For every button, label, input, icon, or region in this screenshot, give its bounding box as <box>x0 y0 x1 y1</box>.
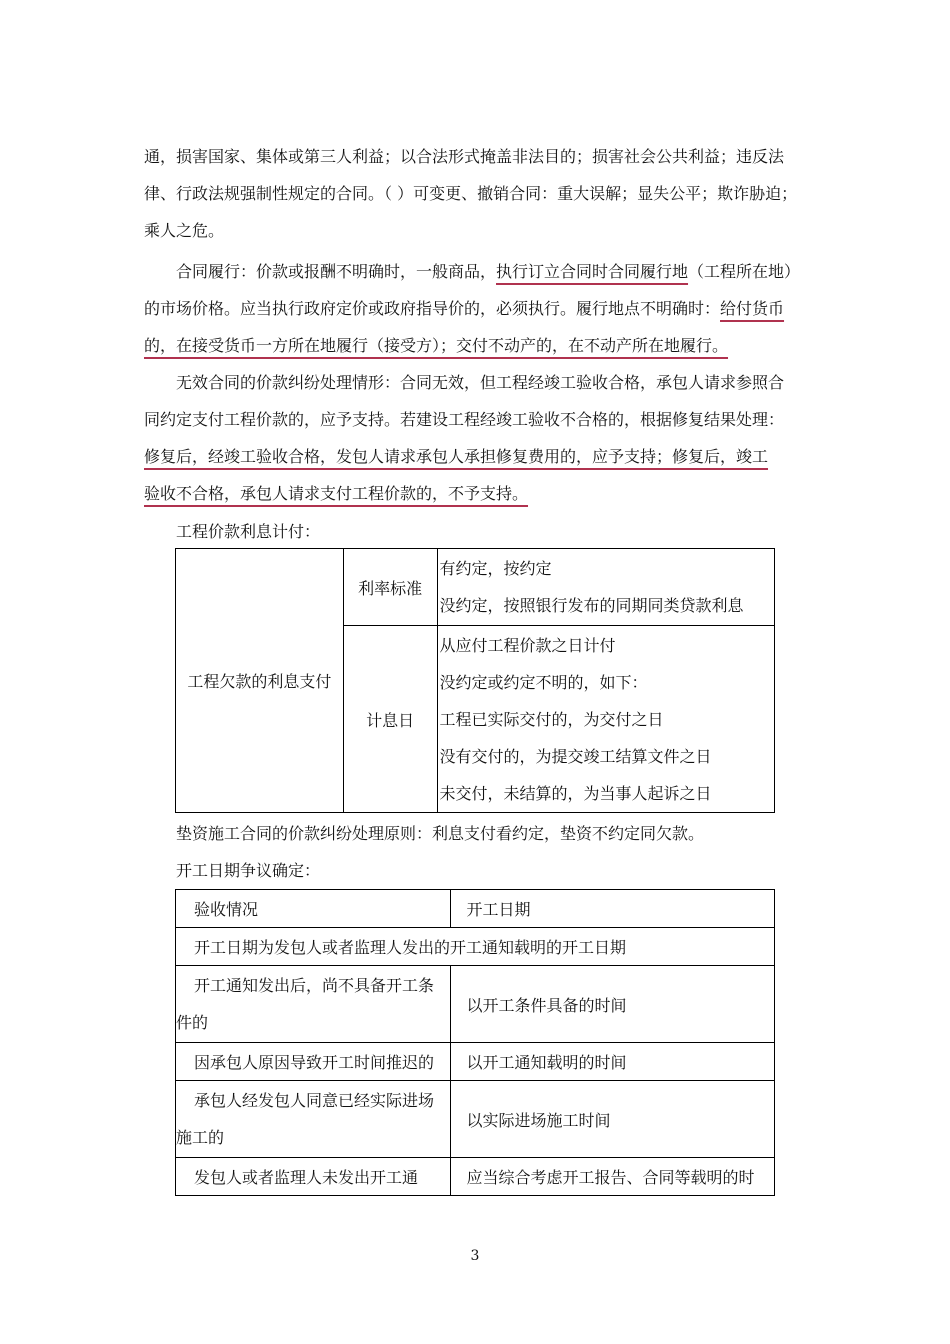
condition-line: 承包人经发包人同意已经实际进场 <box>194 1091 435 1110</box>
date-line: 没约定或约定不明的，如下： <box>439 672 648 692</box>
text-line: 同约定支付工程价款的，应予支持。若建设工程经竣工验收不合格的，根据修复结果处理： <box>144 410 785 429</box>
paragraph-invalid-contract <box>144 364 808 512</box>
text-line <box>144 327 808 364</box>
text-line: 通，损害国家、集体或第三人利益；以合法形式掩盖非法目的；损害社会公共利益；违反法 <box>144 147 785 166</box>
date-line: 没有交付的，为提交竣工结算文件之日 <box>439 746 712 766</box>
condition-cell: 因承包人原因导致开工时间推迟的 <box>176 1043 451 1081</box>
condition-cell <box>176 1081 451 1158</box>
full-row-cell: 开工日期为发包人或者监理人发出的开工通知载明的开工日期 <box>176 928 775 966</box>
result-cell: 以开工条件具备的时间 <box>450 966 774 1043</box>
header-cell: 开工日期 <box>450 890 774 928</box>
underlined-text: 验收不合格，承包人请求支付工程价款的，不予支持。 <box>144 484 529 503</box>
text-line: 乘人之危。 <box>144 221 225 240</box>
condition-line: 开工通知发出后，尚不具备开工条 <box>194 976 435 995</box>
date-line: 从应付工程价款之日计付 <box>439 635 616 655</box>
paragraph-advance-payment: 垫资施工合同的价款纠纷处理原则：利息支付看约定，垫资不约定同欠款。 <box>176 824 705 843</box>
text-line <box>144 290 808 327</box>
text-segment: 的市场价格。应当执行政府定价或政府指导价的，必须执行。履行地点不明确时： <box>144 299 721 318</box>
condition-line: 施工的 <box>176 1128 225 1147</box>
rate-line: 没约定，按照银行发布的同期同类贷款利息 <box>439 596 744 615</box>
paragraph-contract-validity <box>144 138 808 249</box>
rate-label: 利率标准 <box>343 549 437 626</box>
result-cell: 应当综合考虑开工报告、合同等载明的时 <box>450 1158 774 1196</box>
underlined-text: 修复后，经竣工验收合格，发包人请求承包人承担修复费用的，应予支持；修复后，竣工 <box>144 447 769 466</box>
text-segment: 合同履行：价款或报酬不明确时，一般商品， <box>176 262 497 281</box>
result-cell: 以开工通知载明的时间 <box>450 1043 774 1081</box>
text-line: 律、行政法规强制性规定的合同。（ ）可变更、撤销合同：重大误解；显失公平；欺诈胁迫； <box>144 184 798 203</box>
underlined-text: 执行订立合同时合同履行地 <box>496 262 689 281</box>
heading-interest: 工程价款利息计付： <box>176 522 321 541</box>
date-line: 未交付，未结算的，为当事人起诉之日 <box>439 783 712 803</box>
header-cell: 验收情况 <box>176 890 451 928</box>
result-cell: 以实际进场施工时间 <box>450 1081 774 1158</box>
date-line: 工程已实际交付的，为交付之日 <box>439 709 664 729</box>
date-cell <box>437 626 774 813</box>
condition-line: 件的 <box>176 1013 209 1032</box>
condition-cell: 发包人或者监理人未发出开工通 <box>176 1158 451 1196</box>
date-label: 计息日 <box>343 626 437 813</box>
start-date-table <box>175 889 775 1196</box>
underlined-text: 的，在接受货币一方所在地履行（接受方）；交付不动产的，在不动产所在地履行。 <box>144 336 729 355</box>
rate-line: 有约定，按约定 <box>439 559 552 578</box>
text-line <box>144 253 808 290</box>
rate-cell <box>437 549 774 626</box>
page-number: 3 <box>470 1248 480 1264</box>
paragraph-contract-performance <box>144 253 808 364</box>
interest-row-label: 工程欠款的利息支付 <box>176 549 344 813</box>
condition-cell <box>176 966 451 1043</box>
interest-table <box>175 548 775 813</box>
text-line <box>144 475 808 512</box>
text-line: 无效合同的价款纠纷处理情形：合同无效，但工程经竣工验收合格，承包人请求参照合 <box>176 373 785 392</box>
text-segment: （工程所在地） <box>688 262 801 281</box>
heading-start-date: 开工日期争议确定： <box>176 861 321 880</box>
underlined-text: 给付货币 <box>720 299 785 318</box>
text-line <box>144 438 808 475</box>
